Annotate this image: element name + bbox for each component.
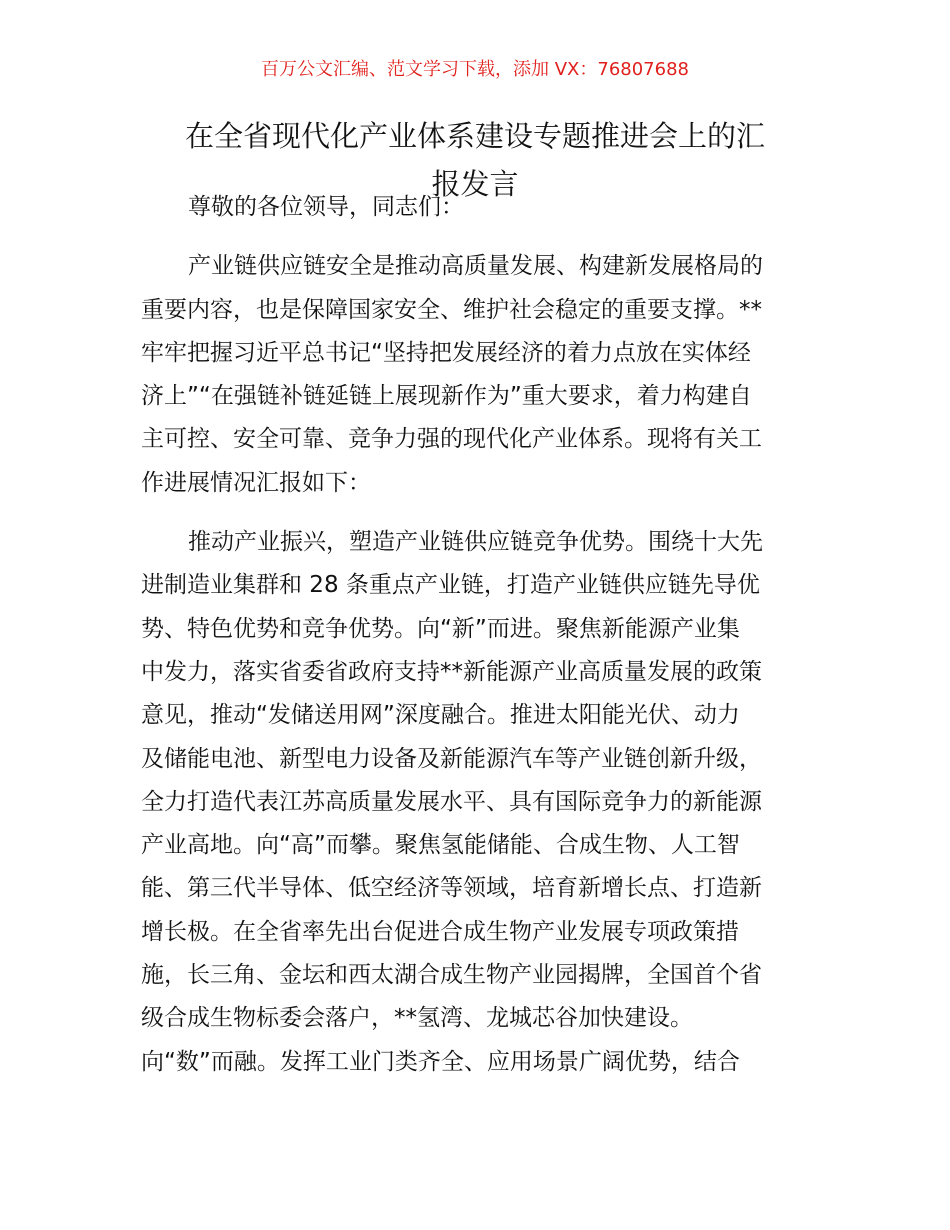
- paragraph-line: 级合成生物标委会落户，**氢湾、龙城芯谷加快建设。: [141, 1005, 693, 1032]
- paragraph-line: 济上”“在强链补链延链上展现新作为”重大要求，着力构建自: [141, 383, 752, 410]
- paragraph-line: 增长极。在全省率先出台促进合成生物产业发展专项政策措: [141, 918, 739, 945]
- paragraph-line: 产业链供应链安全是推动高质量发展、构建新发展格局的: [188, 253, 763, 280]
- paragraph-line: 施，长三角、金坛和西太湖合成生物产业园揭牌，全国首个省: [141, 962, 762, 989]
- paragraph-line: 能、第三代半导体、低空经济等领域，培育新增长点、打造新: [141, 875, 762, 902]
- paragraph-line: 重要内容，也是保障国家安全、维护社会稳定的重要支撑。**: [141, 296, 762, 323]
- paragraph-line: 牢牢把握习近平总书记“坚持把发展经济的着力点放在实体经: [141, 339, 751, 366]
- document-body: [141, 186, 813, 1084]
- paragraph-spacer: [141, 229, 813, 245]
- paragraph-line: 势、特色优势和竞争优势。向“新”而进。聚焦新能源产业集: [141, 615, 740, 642]
- paragraph-line: 中发力，落实省委省政府支持**新能源产业高质量发展的政策: [141, 658, 762, 685]
- salutation: 尊敬的各位领导，同志们：: [188, 194, 464, 220]
- paragraph-line: 作进展情况汇报如下：: [141, 469, 371, 496]
- paragraph-spacer: [141, 505, 813, 521]
- paragraph-line: 推动产业振兴，塑造产业链供应链竞争优势。围绕十大先: [188, 529, 763, 556]
- title-line-2: 报发言: [431, 167, 519, 201]
- header-watermark-note: 百万公文汇编、范文学习下载，添加 VX：76807688: [261, 59, 689, 80]
- paragraph-intro: [141, 245, 813, 505]
- title-line-1: 在全省现代化产业体系建设专题推进会上的汇: [184, 119, 765, 153]
- paragraph-line: 主可控、安全可靠、竞争力强的现代化产业体系。现将有关工: [141, 426, 762, 453]
- paragraph-line: 向“数”而融。发挥工业门类齐全、应用场景广阔优势，结合: [141, 1048, 740, 1075]
- paragraph-industry-revitalization: [141, 521, 813, 1084]
- paragraph-line: 产业高地。向“高”而攀。聚焦氢能储能、合成生物、人工智: [141, 832, 740, 859]
- paragraph-line: 全力打造代表江苏高质量发展水平、具有国际竞争力的新能源: [141, 788, 762, 815]
- paragraph-line: 及储能电池、新型电力设备及新能源汽车等产业链创新升级，: [141, 745, 762, 772]
- paragraph-line: 进制造业集群和 28 条重点产业链，打造产业链供应链先导优: [141, 572, 760, 599]
- paragraph-line: 意见，推动“发储送用网”深度融合。推进太阳能光伏、动力: [141, 702, 740, 729]
